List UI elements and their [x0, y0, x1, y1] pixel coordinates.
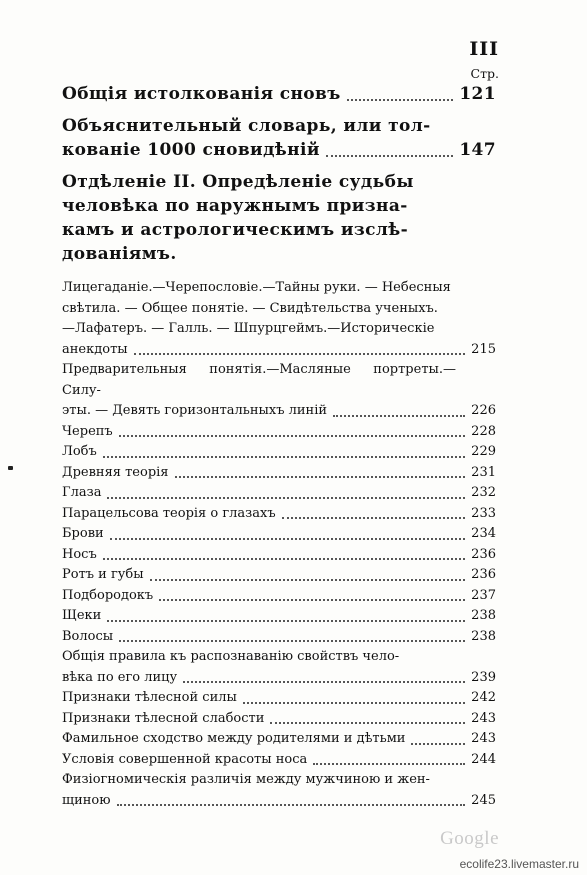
toc-section-title-line2: человѣка по наружнымъ призна- [62, 196, 408, 216]
toc-page-ref: 242 [471, 690, 496, 705]
dot-leader [270, 721, 465, 724]
toc-page-ref: 147 [459, 140, 496, 160]
toc-section-dictionary [62, 114, 496, 162]
toc-entry-family-resemblance [62, 729, 496, 750]
toc-entry-text: Волосы [62, 628, 114, 644]
toc-entry-text: Условія совершенной красоты носа [62, 751, 308, 767]
page-column-label: Стр. [470, 66, 499, 81]
toc-entry-line4: анекдоты [62, 341, 128, 357]
toc-entry-text: Щеки [62, 608, 102, 623]
toc-entry-text: Глаза [62, 485, 102, 500]
toc-page-ref: 244 [471, 751, 496, 767]
source-site-label: ecolife23.livemaster.ru [459, 857, 579, 871]
dot-leader [134, 352, 466, 355]
toc-entry-general-rules [62, 647, 496, 688]
toc-page-ref: 226 [471, 403, 496, 418]
dot-leader [313, 762, 465, 765]
dot-leader [183, 680, 465, 683]
toc-page-ref: 245 [471, 792, 496, 808]
toc-entry-mouth-lips [62, 565, 496, 586]
toc-entry-text: Носъ [62, 546, 97, 562]
dot-leader [119, 434, 465, 437]
toc-entry-text: Брови [62, 526, 104, 541]
toc-entry-text: Признаки тѣлесной силы [62, 690, 237, 705]
toc-page-ref: 238 [471, 628, 496, 644]
toc-entry-text: Древняя теорія [62, 464, 169, 480]
toc-section-title-line1: Отдѣленіе II. Опредѣленіе судьбы [62, 172, 414, 192]
toc-page-ref: 236 [471, 567, 496, 582]
toc-entry-line1: Физіогномическія различія между мужчиною и жен- [62, 772, 430, 787]
toc-entry-line1: Предварительныя понятія.—Масляные портреты.—Силу- [62, 362, 456, 398]
toc-entry-cheeks [62, 606, 496, 627]
dot-leader [117, 803, 466, 806]
toc-entry-text: Лобъ [62, 444, 97, 459]
toc-page-ref: 215 [471, 341, 496, 357]
dot-leader [411, 742, 465, 745]
toc-page-ref: 236 [471, 546, 496, 562]
toc-page-ref: 243 [471, 731, 496, 746]
dot-leader [103, 455, 465, 458]
margin-ink-mark [8, 466, 13, 470]
toc-section-title-line2: кованіе 1000 сновидѣній [62, 140, 320, 160]
toc-page-ref: 229 [471, 444, 496, 459]
scan-watermark: Google [440, 828, 499, 849]
toc-entry-gender-differences [62, 770, 496, 811]
toc-page-ref: 243 [471, 710, 496, 726]
dot-leader [282, 516, 466, 519]
toc-entry-text: Признаки тѣлесной слабости [62, 710, 265, 726]
toc-entry-text: Фамильное сходство между родителями и дѣтьми [62, 731, 406, 746]
toc-section-title-line3: камъ и астрологическимъ изслѣ- [62, 220, 409, 240]
toc-section-title-line1: Объяснительный словарь, или тол- [62, 116, 431, 136]
toc-entry-physical-weakness [62, 709, 496, 730]
dot-leader [243, 701, 465, 704]
toc-entry-nose-beauty [62, 750, 496, 771]
toc-entry-hair [62, 627, 496, 648]
toc-entry-line1: Лицегаданіе.—Черепословіе.—Тайны руки. — Небесныя [62, 280, 451, 295]
dot-leader [107, 619, 465, 622]
toc-entry-physiognomy-intro [62, 278, 496, 360]
dot-leader [159, 598, 465, 601]
dot-leader [175, 475, 466, 478]
toc-page-ref: 234 [471, 526, 496, 541]
dot-leader [326, 154, 453, 157]
toc-entry-preliminary-notions [62, 360, 496, 422]
toc-entry-skull [62, 422, 496, 443]
toc-page-ref: 121 [459, 84, 496, 104]
dot-leader [150, 578, 466, 581]
toc-page-ref: 239 [471, 669, 496, 685]
dot-leader [347, 98, 454, 101]
toc-entry-physical-strength [62, 688, 496, 709]
dot-leader [103, 557, 465, 560]
toc-page-ref: 231 [471, 464, 496, 480]
toc-entry-text: Ротъ и губы [62, 567, 144, 582]
toc-entry-nose [62, 545, 496, 566]
toc-entry-text: Парацельсова теорія о глазахъ [62, 505, 276, 521]
dot-leader [107, 496, 465, 499]
toc-entry-text: Подбородокъ [62, 587, 154, 603]
toc-entry-eyebrows [62, 524, 496, 545]
dot-leader [119, 639, 465, 642]
toc-section-title: Общія истолкованія сновъ [62, 84, 341, 104]
dot-leader [333, 414, 465, 417]
toc-entry-ancient-theory [62, 463, 496, 484]
toc-entry-line2: вѣка по его лицу [62, 669, 178, 685]
toc-entry-line2: эты. — Девять горизонтальныхъ линій [62, 403, 328, 418]
toc-entry-chin [62, 586, 496, 607]
toc-section-fate-determination [62, 170, 496, 266]
toc-page-ref: 233 [471, 505, 496, 521]
toc-entry-forehead [62, 442, 496, 463]
toc-section-title-line4: дованіямъ. [62, 244, 177, 264]
toc-entry-paracelsus-theory [62, 504, 496, 525]
toc-page-ref: 238 [471, 608, 496, 623]
toc-entry-line3: —Лафатеръ. — Галль. — Шпурцгеймъ.—Историческіе [62, 321, 435, 336]
page-number: III [469, 38, 499, 60]
toc-entry-eyes [62, 483, 496, 504]
dot-leader [110, 537, 465, 540]
toc-section-general-interpretations [62, 82, 496, 106]
toc-page-ref: 232 [471, 485, 496, 500]
toc-page-ref: 228 [471, 423, 496, 439]
toc-page-ref: 237 [471, 587, 496, 603]
toc-entry-text: Черепъ [62, 423, 113, 439]
toc-entry-line2: щиною [62, 792, 111, 808]
toc-entry-line1: Общія правила къ распознаванію свойствъ чело- [62, 649, 400, 664]
toc-entry-line2: свѣтила. — Общее понятіе. — Свидѣтельства ученыхъ. [62, 300, 438, 316]
table-of-contents [62, 82, 496, 811]
